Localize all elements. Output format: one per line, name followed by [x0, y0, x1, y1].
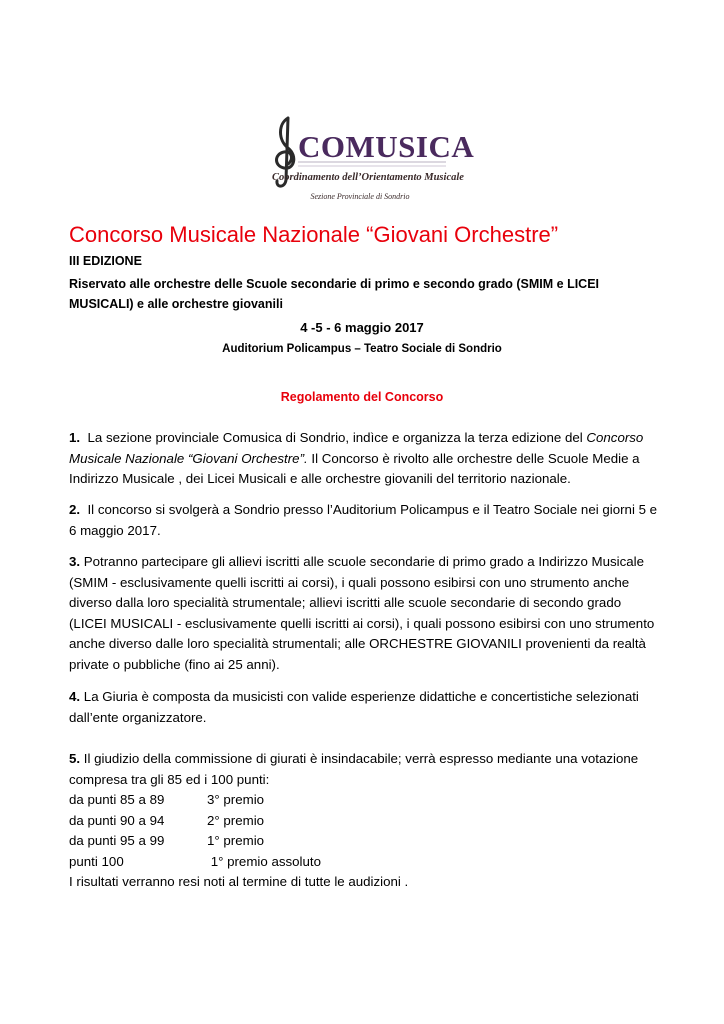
article-text: Potranno partecipare gli allievi iscritti alle scuole secondarie di primo grado a Indirizzo Musicale (SMIM - esclusivamente quelli iscritti ai corsi), i quali possono esibirsi con uno strumento anche diverso dalla loro specialità strumentale; allievi iscritti alle scuole secondarie di secondo grado (LICEI MUSICALI - esclusivamente quelli iscritti ai corsi), i quali possono esibirsi con uno strumento anche diverso dalle loro specialità strumentali; alle ORCHESTRE GIOVANILI provenienti da realtà private o pubbliche (fino ai 25 anni). — [69, 554, 655, 672]
article-text: La sezione provinciale Comusica di Sondrio, indìce e organizza la terza edizione del — [87, 430, 587, 445]
article-text: La Giuria è composta da musicisti con valide esperienze didattiche e concertistiche selezionati dall’ente organizzatore. — [69, 689, 639, 725]
article-3 — [69, 552, 659, 675]
article-number: 2. — [69, 502, 81, 517]
article-number: 4. — [69, 689, 81, 704]
article-number: 1. — [69, 430, 81, 445]
edition-label: III EDIZIONE — [69, 254, 142, 268]
prize-label: 1° premio assoluto — [207, 853, 321, 869]
prize-label: 1° premio — [207, 833, 265, 848]
prize-row — [69, 852, 659, 873]
article-number: 5. — [69, 751, 81, 766]
article-text: Il Concorso è rivolto alle orchestre delle Scuole Medie a Indirizzo Musicale , dei Licei Musicali e alle orchestre giovanili del territorio nazionale. — [69, 450, 640, 486]
prize-row — [69, 831, 659, 852]
article-2 — [69, 500, 659, 541]
logo-brand: COMUSICA — [298, 129, 475, 164]
eligibility-note: Riservato alle orchestre delle Scuole secondarie di primo e secondo grado (SMIM e LICEI MUSICALI) e alle orchestre giovanili — [69, 277, 600, 311]
prize-row — [69, 790, 659, 811]
prize-range: da punti 90 a 94 — [69, 812, 165, 828]
prize-row — [69, 811, 659, 832]
prize-range: punti 100 — [69, 853, 124, 869]
contest-name: Concorso Musicale Nazionale “Giovani Orchestre”. — [69, 430, 644, 466]
comusica-logo — [268, 110, 475, 230]
treble-clef-icon — [268, 110, 464, 220]
logo-section: Sezione Provinciale di Sondrio — [310, 192, 410, 201]
article-intro — [69, 749, 659, 790]
prize-label: 3° premio — [207, 792, 265, 807]
article-text: Il concorso si svolgerà a Sondrio presso l’Auditorium Policampus e il Teatro Sociale nei giorni 5 e 6 maggio 2017. — [69, 502, 658, 538]
event-venue: Auditorium Policampus – Teatro Sociale di Sondrio — [222, 343, 502, 355]
article-1 — [69, 428, 659, 490]
page-title: Concorso Musicale Nazionale “Giovani Orchestre” — [69, 222, 559, 247]
results-note: I risultati verranno resi noti al termine di tutte le audizioni . — [69, 874, 409, 889]
prize-range: da punti 95 a 99 — [69, 833, 165, 848]
article-4 — [69, 687, 659, 728]
prize-label: 2° premio — [207, 812, 265, 828]
article-number: 3. — [69, 554, 81, 569]
logo-subtitle: Coordinamento dell’Orientamento Musicale — [272, 172, 464, 183]
event-dates: 4 -5 - 6 maggio 2017 — [300, 320, 424, 335]
article-5 — [69, 749, 659, 893]
article-text: Il giudizio della commissione di giurati è insindacabile; verrà espresso mediante una votazione compresa tra gli 85 ed i 100 punti: — [69, 751, 639, 787]
prize-range: da punti 85 a 89 — [69, 792, 165, 807]
regulation-title: Regolamento del Concorso — [280, 390, 444, 404]
